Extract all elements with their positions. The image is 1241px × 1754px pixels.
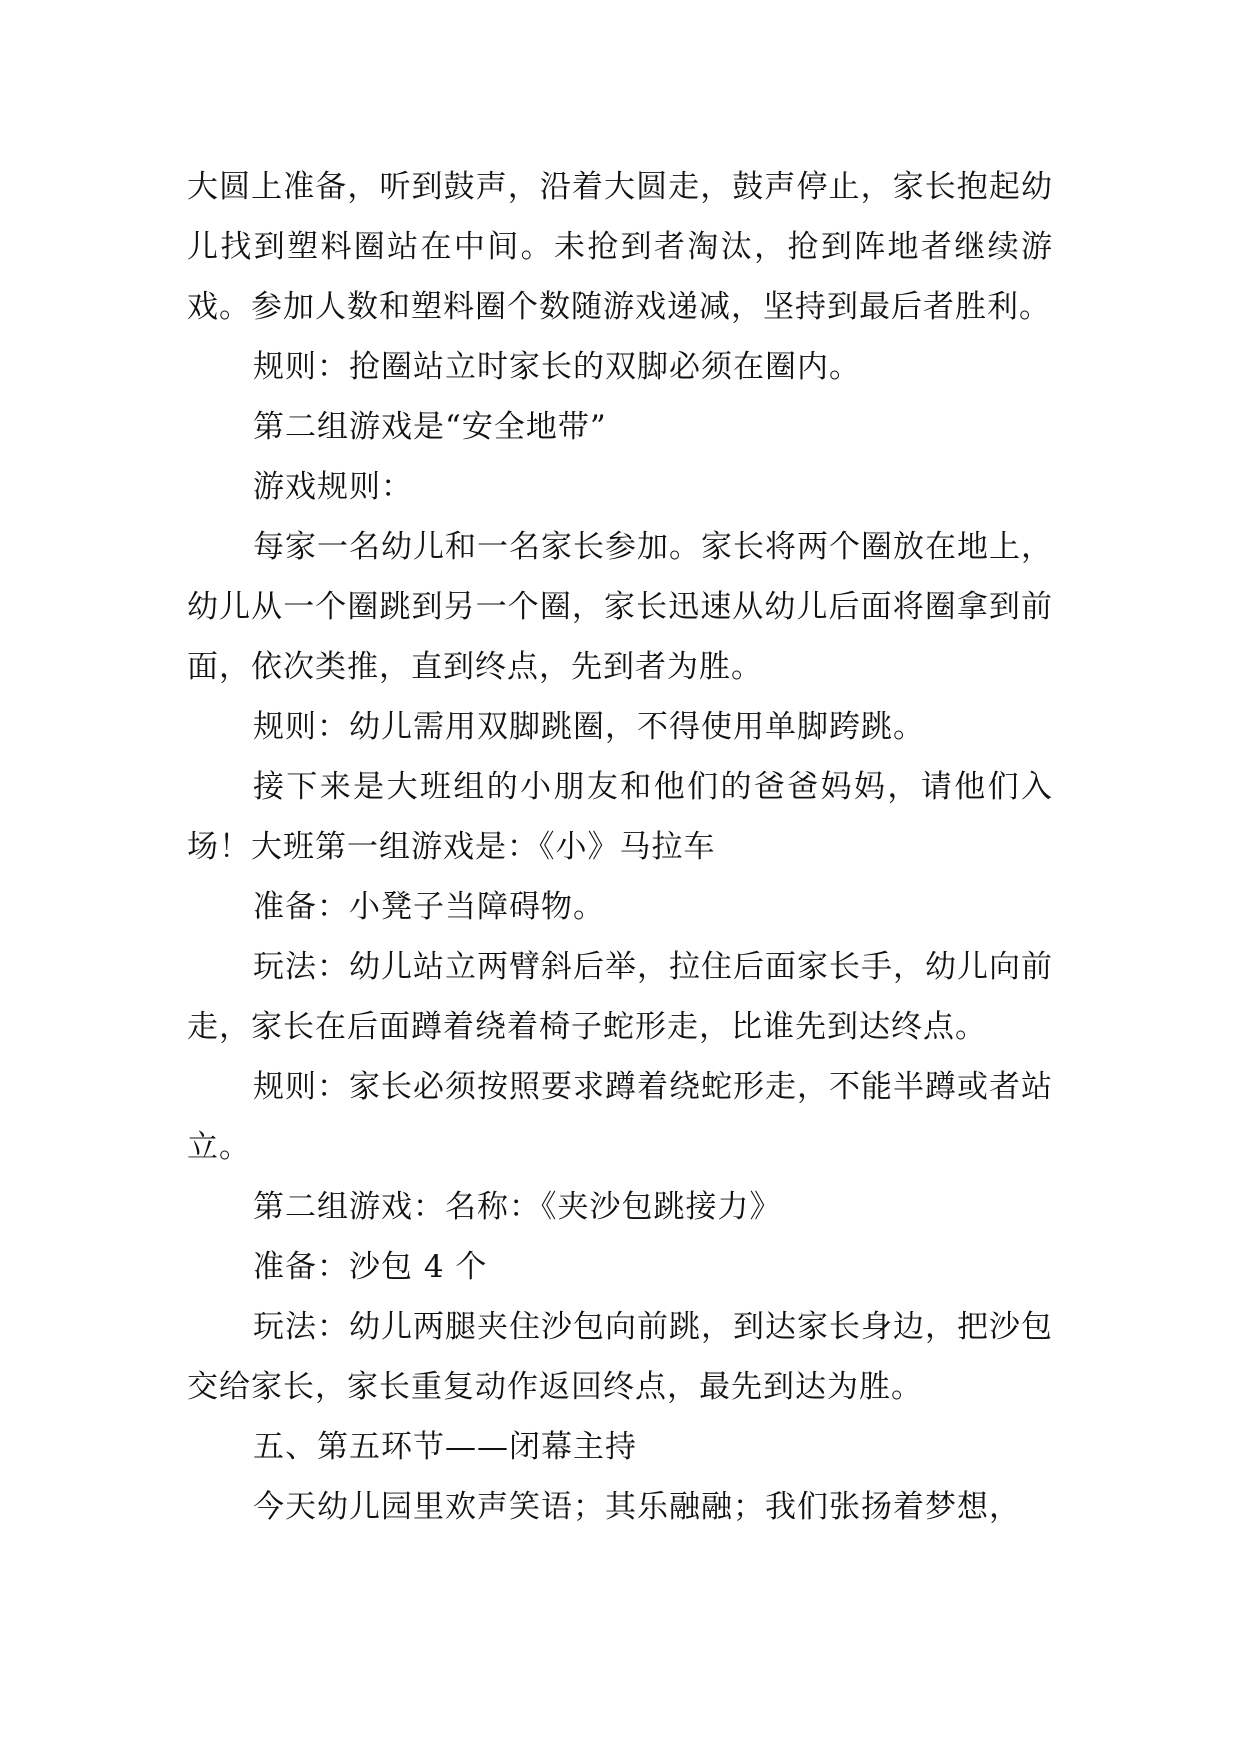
paragraph: 玩法：幼儿两腿夹住沙包向前跳，到达家长身边，把沙包交给家长，家长重复动作返回终点，最先到达为胜。 — [187, 1309, 1053, 1405]
paragraph: 每家一名幼儿和一名家长参加。家长将两个圈放在地上，幼儿从一个圈跳到另一个圈，家长迅速从幼儿后面将圈拿到前面，依次类推，直到终点，先到者为胜。 — [187, 529, 1053, 685]
paragraph: 玩法：幼儿站立两臂斜后举，拉住后面家长手，幼儿向前走，家长在后面蹲着绕着椅子蛇形走，比谁先到达终点。 — [187, 949, 1053, 1045]
paragraph: 准备：小凳子当障碍物。 — [253, 889, 605, 925]
paragraph: 第二组游戏：名称：《夹沙包跳接力》 — [253, 1189, 782, 1225]
paragraph: 准备：沙包 4 个 — [253, 1249, 488, 1285]
paragraph: 接下来是大班组的小朋友和他们的爸爸妈妈，请他们入场！大班第一组游戏是：《小》马拉车 — [187, 769, 1053, 865]
paragraph: 五、第五环节——闭幕主持 — [253, 1429, 637, 1465]
paragraph: 规则：抢圈站立时家长的双脚必须在圈内。 — [253, 349, 861, 385]
paragraph: 规则：家长必须按照要求蹲着绕蛇形走，不能半蹲或者站立。 — [187, 1069, 1053, 1165]
paragraph: 第二组游戏是“安全地带” — [253, 409, 607, 445]
paragraph: 规则：幼儿需用双脚跳圈，不得使用单脚跨跳。 — [253, 709, 925, 745]
paragraph: 今天幼儿园里欢声笑语；其乐融融；我们张扬着梦想， — [253, 1489, 1021, 1525]
document-body — [187, 157, 1053, 1537]
paragraph: 大圆上准备，听到鼓声，沿着大圆走，鼓声停止，家长抱起幼儿找到塑料圈站在中间。未抢到者淘汰，抢到阵地者继续游戏。参加人数和塑料圈个数随游戏递减，坚持到最后者胜利。 — [187, 169, 1053, 325]
paragraph: 游戏规则： — [253, 469, 413, 505]
